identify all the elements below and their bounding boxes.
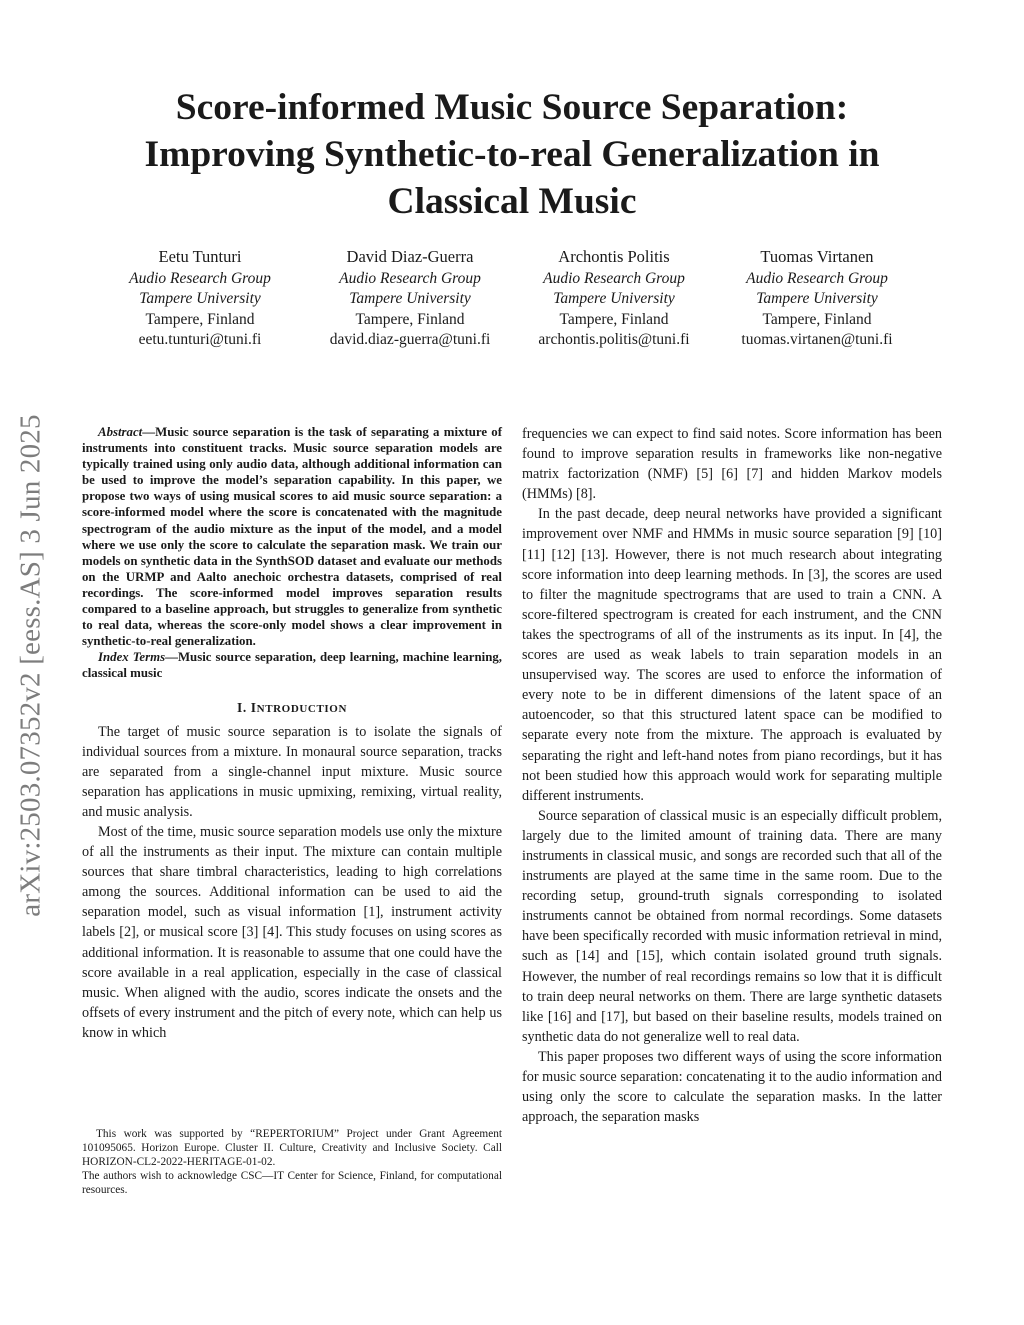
section-title: NTRODUCTION (256, 702, 347, 715)
paper-title: Score-informed Music Source Separation: Improving Synthetic-to-real Generalization in Classical Music (144, 87, 880, 222)
author-name: David Diaz-Guerra (346, 247, 474, 266)
author-email: david.diaz-guerra@tuni.fi (329, 331, 491, 349)
abstract-text: —Music source separation is the task of separating a mixture of instruments into constituent tracks. Music source separation models are typically trained using only audio data, although additional information can be used to improve the model’s separation capability. In this paper, we propose two ways of using musical scores to aid music source separation: a score-informed model where the score is concatenated with the magnitude spectrogram of the audio mixture as the input of the model, and a model where we use only the score to calculate the separation mask. We train our models on synthetic data in the SynthSOD dataset and evaluate our methods on the URMP and Aalto anechoic orchestra datasets, comprised of real recordings. The score-informed model improves separation results compared to a baseline approach, but struggles to generalize from synthetic to real data, whereas the score-only model shows a clear improvement in synthetic-to-real generalization. (82, 425, 502, 649)
left-column (82, 424, 502, 1043)
right-column (522, 424, 942, 1127)
author-block (722, 247, 912, 351)
body-paragraph: frequencies we can expect to find said notes. Score information has been found to improve separation results in frameworks like non-negative matrix factorization (NMF) [5] [6] [7] and hidden Markov models (HMMs) [8]. (522, 426, 942, 503)
author-block (315, 247, 505, 351)
author-location: Tampere, Finland (355, 310, 465, 328)
author-email: archontis.politis@tuni.fi (538, 331, 690, 349)
arxiv-identifier-text: arXiv:2503.07352v2 [eess.AS] 3 Jun 2025 (14, 413, 47, 917)
index-terms-label: Index Terms (98, 650, 166, 665)
author-email: eetu.tunturi@tuni.fi (138, 331, 262, 349)
footnote-acknowledgement: The authors wish to acknowledge CSC—IT Center for Science, Finland, for computational resources. (82, 1170, 502, 1196)
author-institution: Tampere University (756, 290, 878, 308)
body-paragraph: The target of music source separation is to isolate the signals of individual sources from a mixture. In monaural source separation, tracks are separated from a single-channel input mixture. Music source separation has applications in music upmixing, remixing, virtual reality, and music analysis. (82, 723, 502, 820)
footnotes (82, 1127, 502, 1197)
author-affiliation: Audio Research Group (339, 269, 481, 287)
body-paragraph: Most of the time, music source separation models use only the mixture of all the instruments as their input. The mixture can contain multiple sources that share timbral characteristics, leading to high correlations among the sources. Additional information can be used to aid the separation model, such as visual information [1], instrument activity labels [2], or musical score [3] [4]. This study focuses on using scores as additional information. It is reasonable to assume that one could have the score available in a real application, especially in the case of classical music. When aligned with the audio, scores indicate the onsets and the offsets of every instrument and the pitch of every note, which can help us know in which (82, 823, 502, 1041)
author-name: Eetu Tunturi (158, 247, 242, 266)
section-heading-introduction (82, 700, 502, 716)
abstract-label: Abstract (98, 425, 143, 439)
author-name: Archontis Politis (558, 247, 670, 266)
author-block (105, 247, 295, 351)
author-institution: Tampere University (139, 290, 261, 308)
author-institution: Tampere University (349, 290, 471, 308)
index-terms-text: —Music source separation, deep learning, machine learning, classical music (82, 650, 502, 681)
author-block (519, 247, 709, 351)
author-location: Tampere, Finland (145, 310, 255, 328)
footnote-funding: This work was supported by “REPERTORIUM” Project under Grant Agreement 101095065. Horizon Europe. Cluster II. Culture, Creativity and Inclusive Society. Call HORIZON-CL2-2022-HERITAGE-01-02. (82, 1128, 502, 1168)
author-affiliation: Audio Research Group (746, 269, 888, 287)
arxiv-identifier-stamp (16, 372, 46, 958)
author-affiliation: Audio Research Group (129, 269, 271, 287)
body-paragraph: In the past decade, deep neural networks have provided a significant improvement over NMF and HMMs in music source separation [9] [10] [11] [12] [13]. However, there is not much research about integrating score information into deep learning methods. In [3], the scores are used to filter the magnitude spectrograms that are used to train a CNN. A score-filtered spectrogram is created for each instrument, and the CNN takes the spectrograms of all of the instruments as its input. In [4], the scores are used as weak labels to train separation models in an unsupervised way. The scores are used to enforce the information of every note to be in different dimensions of the latent space of an autoencoder, so that this structured latent space can be modified to separate every note from the mixture. The approach is evaluated by separating the right and left-hand notes from piano recordings, but it has not been studied how this approach would work for separating multiple different instruments. (522, 506, 942, 804)
author-location: Tampere, Finland (559, 310, 669, 328)
abstract (82, 424, 502, 649)
author-affiliation: Audio Research Group (543, 269, 685, 287)
body-paragraph: This paper proposes two different ways of using the score information for music source separation: concatenating it to the audio information and using only the score to calculate the separation masks. In the latter approach, the separation masks (522, 1048, 942, 1126)
author-name: Tuomas Virtanen (760, 247, 874, 266)
section-number: I. I (236, 699, 257, 715)
author-institution: Tampere University (553, 290, 675, 308)
body-paragraph: Source separation of classical music is an especially difficult problem, largely due to the limited amount of training data. There are many instruments in classical music, and songs are recorded such that all of the instruments are played at the same time in the same room. Due to the recording setup, ground-truth signals corresponding to isolated instruments cannot be obtained from normal recordings. Some datasets have been specifically recorded with music information retrieval in mind, such as [14] and [15], which contain isolated ground truth signals. However, the number of real recordings remains so low that it is difficult to train deep neural networks on them. There are large synthetic datasets like [16] and [17], but based on their baseline results, models trained on synthetic data do not generalize well to real data. (522, 807, 942, 1045)
author-location: Tampere, Finland (762, 310, 872, 328)
author-email: tuomas.virtanen@tuni.fi (741, 331, 893, 349)
index-terms (82, 649, 502, 681)
